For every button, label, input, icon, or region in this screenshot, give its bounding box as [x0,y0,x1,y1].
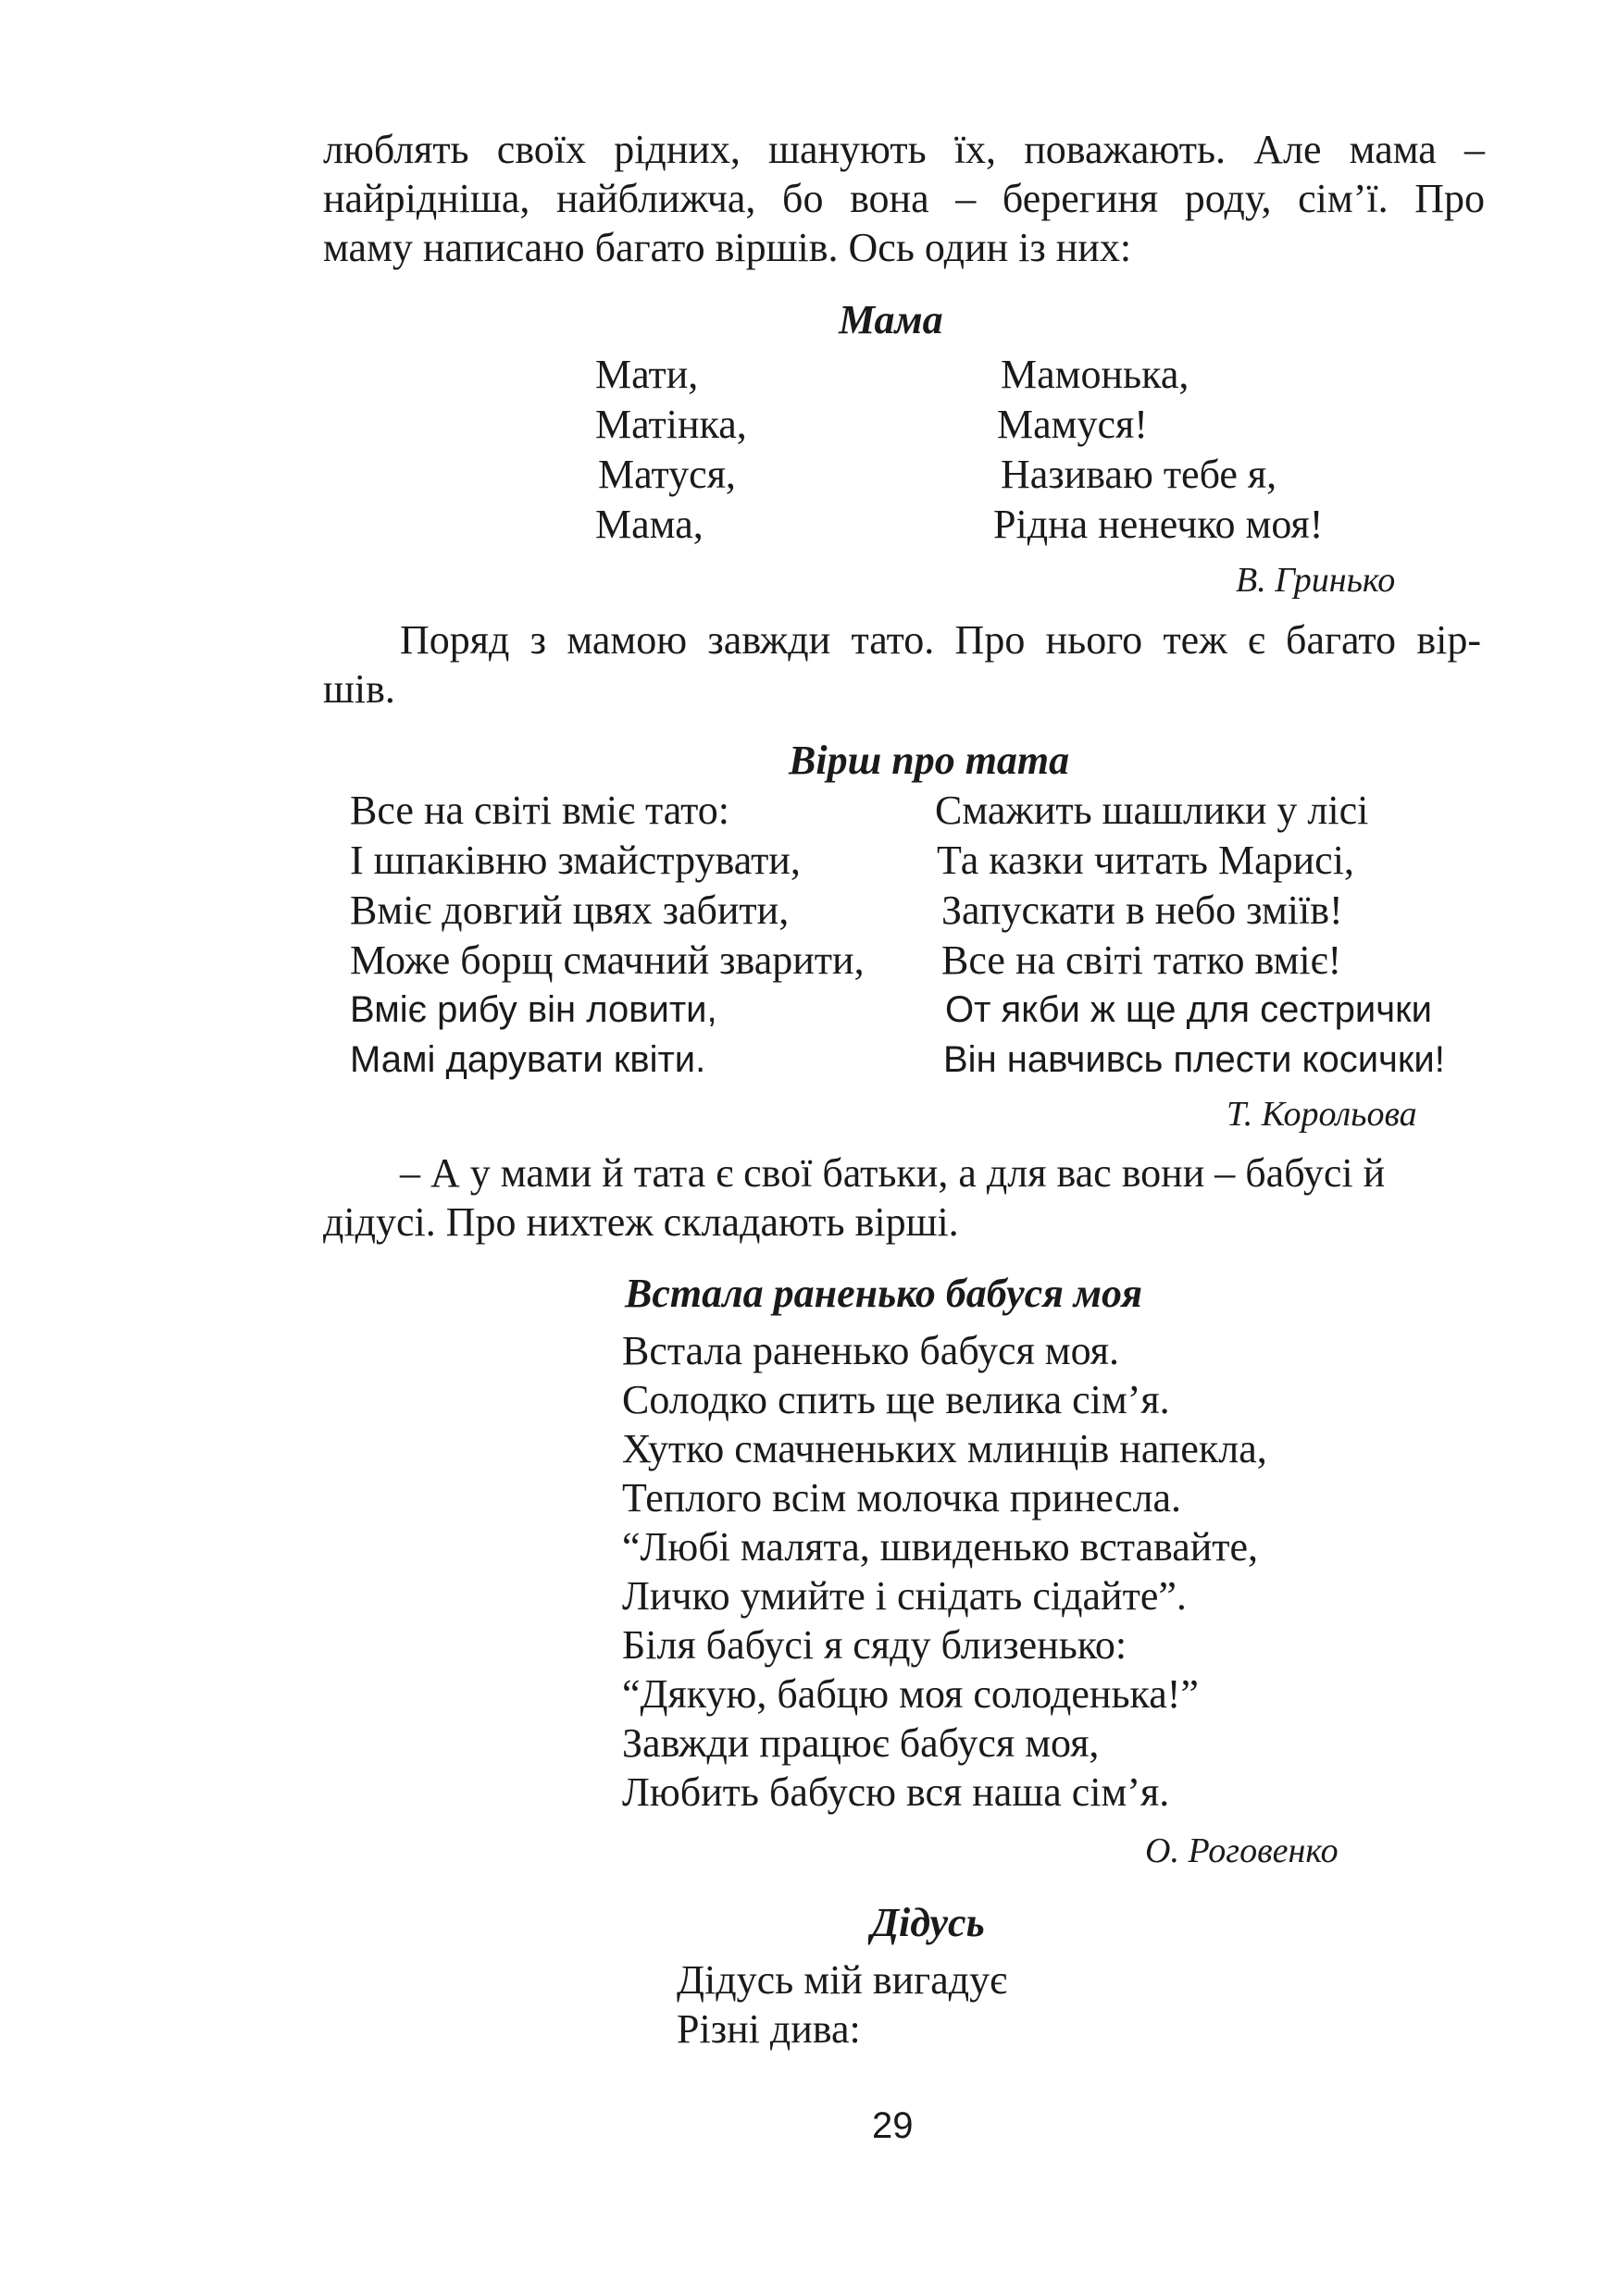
poem-babusia-title: Встала раненько бабуся моя [625,1271,1143,1316]
poem-babusia-line-7: Біля бабусі я сяду близенько: [622,1622,1127,1668]
poem-tato-right-1: Смажить шашлики у лісі [935,788,1369,833]
poem-tato-title: Вірш про тата [789,738,1070,783]
poem-mama-right-4: Рідна ненечко моя! [993,502,1324,547]
poem-babusia-line-1: Встала раненько бабуся моя. [622,1328,1120,1373]
page-number: 29 [872,2105,914,2146]
intro-line-1: люблять своїх рідних, шанують їх, поважають. Але мама – [323,127,1485,172]
poem-mama-left-3: Матуся, [598,452,736,497]
poem-tato-left-5: Вміє рибу він ловити, [350,989,717,1030]
poem-mama-right-2: Мамуся! [997,402,1148,447]
poem-babusia-line-9: Завжди працює бабуся моя, [622,1720,1100,1766]
poem-babusia-line-2: Солодко спить ще велика сім’я. [622,1377,1170,1422]
poem-tato-right-5: От якби ж ще для сестрички [945,989,1432,1030]
poem-tato-left-4: Може борщ смачний зварити, [350,937,865,983]
intro-line-2: найрідніша, найближча, бо вона – берегиня роду, сім’ї. Про [323,176,1485,221]
poem-babusia-line-3: Хутко смачненьких млинців напекла, [622,1426,1267,1471]
poem-didus-line-2: Різні дива: [677,2006,861,2052]
poem-mama-author: В. Гринько [1236,561,1396,600]
poem-mama-right-1: Мамонька, [1001,352,1189,397]
poem-tato-right-3: Запускати в небо зміїв! [941,887,1343,933]
poem-tato-right-6: Він навчивсь плести косички! [943,1039,1445,1080]
poem-tato-left-3: Вміє довгий цвях забити, [350,887,790,933]
poem-tato-right-2: Та казки читать Марисі, [937,838,1354,883]
poem-babusia-line-10: Любить бабусю вся наша сім’я. [622,1769,1170,1815]
poem-babusia-line-8: “Дякую, бабцю моя солоденька!” [622,1671,1199,1717]
poem-tato-left-2: І шпаківню змайструвати, [350,838,801,883]
poem-tato-author: Т. Корольова [1227,1095,1417,1134]
poem-tato-right-4: Все на світі татко вміє! [941,937,1342,983]
poem-babusia-line-5: “Любі малята, швиденько вставайте, [622,1524,1259,1570]
poem-babusia-author: О. Роговенко [1145,1831,1339,1870]
poem-mama-left-1: Мати, [595,352,699,397]
poem-didus-title: Дідусь [871,1900,985,1945]
poem-mama-left-4: Мама, [595,502,704,547]
para-tato-line-2: шів. [323,666,395,712]
poem-babusia-line-4: Теплого всім молочка принесла. [622,1475,1182,1520]
poem-mama-left-2: Матінка, [595,402,747,447]
para-babusi-line-2: дідусі. Про нихтеж складають вірші. [323,1199,959,1245]
poem-didus-line-1: Дідусь мій вигадує [677,1957,1008,2003]
para-babusi-line-1: – А у мами й тата є свої батьки, а для вас вони – бабусі й [400,1150,1386,1196]
poem-babusia-line-6: Личко умийте і снідать сідайте”. [622,1573,1187,1619]
intro-line-3: маму написано багато віршів. Ось один із них: [323,225,1132,270]
poem-mama-title: Мама [839,297,943,342]
para-tato-line-1: Поряд з мамою завжди тато. Про нього теж є багато вір- [400,617,1481,663]
poem-mama-right-3: Називаю тебе я, [1001,452,1277,497]
poem-tato-left-1: Все на світі вміє тато: [350,788,730,833]
poem-tato-left-6: Мамі дарувати квіти. [350,1039,706,1080]
